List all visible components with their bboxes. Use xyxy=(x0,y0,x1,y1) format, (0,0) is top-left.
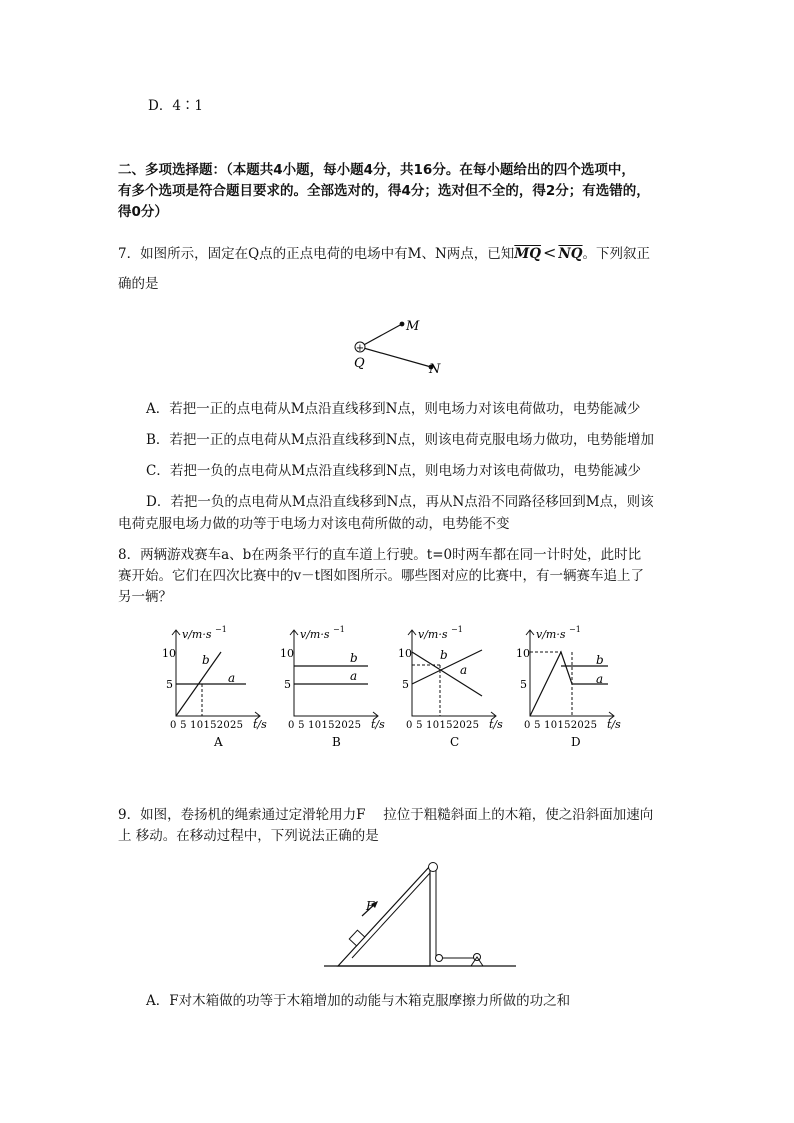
caption-b: B xyxy=(332,735,341,749)
v-axis-exp: −1 xyxy=(451,625,463,634)
label-b: b xyxy=(440,648,448,662)
v-axis-label: v/m·s xyxy=(536,628,566,641)
q7-option-b: B．若把一正的点电荷从M点沿直线移到N点，则该电荷克服电场力做功，电势能增加 xyxy=(146,432,655,448)
q9-option-a: A．F对木箱做的功等于木箱增加的动能与木箱克服摩擦力所做的功之和 xyxy=(146,993,571,1009)
y-tick-5: 5 xyxy=(520,678,527,691)
q9-incline-figure xyxy=(320,858,520,973)
t-axis-label: t/s xyxy=(489,718,503,731)
x-ticks: 0 5 10152025 xyxy=(406,720,479,731)
label-a: a xyxy=(228,671,236,685)
v-axis-label: v/m·s xyxy=(300,628,330,641)
q7-label-n: N xyxy=(429,362,441,377)
q7-option-a: A．若把一正的点电荷从M点沿直线移到N点，则电场力对该电荷做功，电势能减少 xyxy=(146,401,641,417)
prev-option-d: D．4∶1 xyxy=(148,98,204,114)
q7-stem xyxy=(118,243,650,264)
x-ticks: 0 5 10152025 xyxy=(524,720,597,731)
q7-stem-text-b: 。下列叙正 xyxy=(582,246,651,262)
y-tick-10: 10 xyxy=(516,647,530,660)
q7-charge-figure xyxy=(345,315,455,380)
q7-option-d-line-2: 电荷克服电场力做的功等于电场力对该电荷所做的动，电势能不变 xyxy=(118,516,510,532)
box xyxy=(349,930,364,946)
y-tick-10: 10 xyxy=(398,647,412,660)
y-tick-5: 5 xyxy=(166,678,173,691)
v-axis-label: v/m·s xyxy=(182,628,212,641)
t-axis-label: t/s xyxy=(607,718,621,731)
q7-point-m xyxy=(400,322,405,327)
v-axis-exp: −1 xyxy=(333,625,345,634)
q7-stem-line-2: 确的是 xyxy=(118,276,159,292)
label-a: a xyxy=(460,663,468,677)
v-axis-label: v/m·s xyxy=(418,628,448,641)
section-header-line-3: 得0分） xyxy=(118,204,168,220)
y-tick-10: 10 xyxy=(280,647,294,660)
graph-axes xyxy=(172,630,260,720)
q8-graph-c xyxy=(398,622,518,752)
q7-segment-mq: $\overline{MQ}$ xyxy=(514,246,542,262)
label-b: b xyxy=(350,651,358,665)
q8-graph-d xyxy=(516,622,636,752)
q8-graph-b xyxy=(280,622,400,752)
label-b: b xyxy=(596,653,604,667)
v-axis-exp: −1 xyxy=(569,625,581,634)
y-tick-10: 10 xyxy=(162,647,176,660)
t-axis-label: t/s xyxy=(253,718,267,731)
x-ticks: 0 5 10152025 xyxy=(288,720,361,731)
q8-stem-line-1: 8．两辆游戏赛车a、b在两条平行的直车道上行驶。t=0时两车都在同一计时处，此时比 xyxy=(118,547,642,563)
q7-line-qn xyxy=(360,347,431,367)
q8-stem-line-2: 赛开始。它们在四次比赛中的v－t图如图所示。哪些图对应的比赛中，有一辆赛车追上了 xyxy=(118,568,645,584)
q7-segment-nq: $\overline{NQ}$ xyxy=(558,246,583,262)
caption-a: A xyxy=(214,735,223,749)
y-tick-5: 5 xyxy=(284,678,291,691)
q7-label-q: Q xyxy=(354,356,365,371)
q7-stem-text-a: 7．如图所示，固定在Q点的正点电荷的电场中有M、N两点，已知 xyxy=(118,246,515,262)
t-axis-label: t/s xyxy=(371,718,385,731)
q7-option-c: C．若把一负的点电荷从M点沿直线移到N点，则电场力对该电荷做功，电势能减少 xyxy=(146,463,641,479)
q9-stem-line-1: 9．如图，卷扬机的绳索通过定滑轮用力F 拉位于粗糙斜面上的木箱，使之沿斜面加速向 xyxy=(118,807,654,823)
caption-c: C xyxy=(450,735,460,749)
rope-along-incline xyxy=(352,873,430,958)
q7-plus-sign: + xyxy=(355,343,365,354)
pulley xyxy=(429,863,438,872)
y-tick-5: 5 xyxy=(402,678,409,691)
label-b: b xyxy=(202,653,210,667)
q7-label-m: M xyxy=(406,319,420,334)
q8-stem-line-3: 另一辆？ xyxy=(118,589,172,605)
q8-graph-a xyxy=(162,622,282,752)
label-a: a xyxy=(350,669,358,683)
v-axis-exp: −1 xyxy=(215,625,227,634)
label-a: a xyxy=(596,672,604,686)
q9-stem-line-2: 上 移动。在移动过程中，下列说法正确的是 xyxy=(118,828,379,844)
x-ticks: 0 5 10152025 xyxy=(170,720,243,731)
q7-less-than: < xyxy=(543,243,557,262)
q7-line-qm xyxy=(360,324,402,347)
section-header-line-1: 二、多项选择题：（本题共4小题，每小题4分，共16分。在每小题给出的四个选项中， xyxy=(118,162,635,178)
caption-d: D xyxy=(571,735,581,749)
incline xyxy=(338,866,430,966)
section-header-line-2: 有多个选项是符合题目要求的。全部选对的，得4分；选对但不全的，得2分；有选错的， xyxy=(118,183,650,199)
pulley-bottom xyxy=(436,955,443,962)
label-f: F xyxy=(366,899,375,913)
q7-option-d-line-1: D．若把一负的点电荷从M点沿直线移到N点，再从N点沿不同路径移回到M点，则该 xyxy=(146,494,654,510)
